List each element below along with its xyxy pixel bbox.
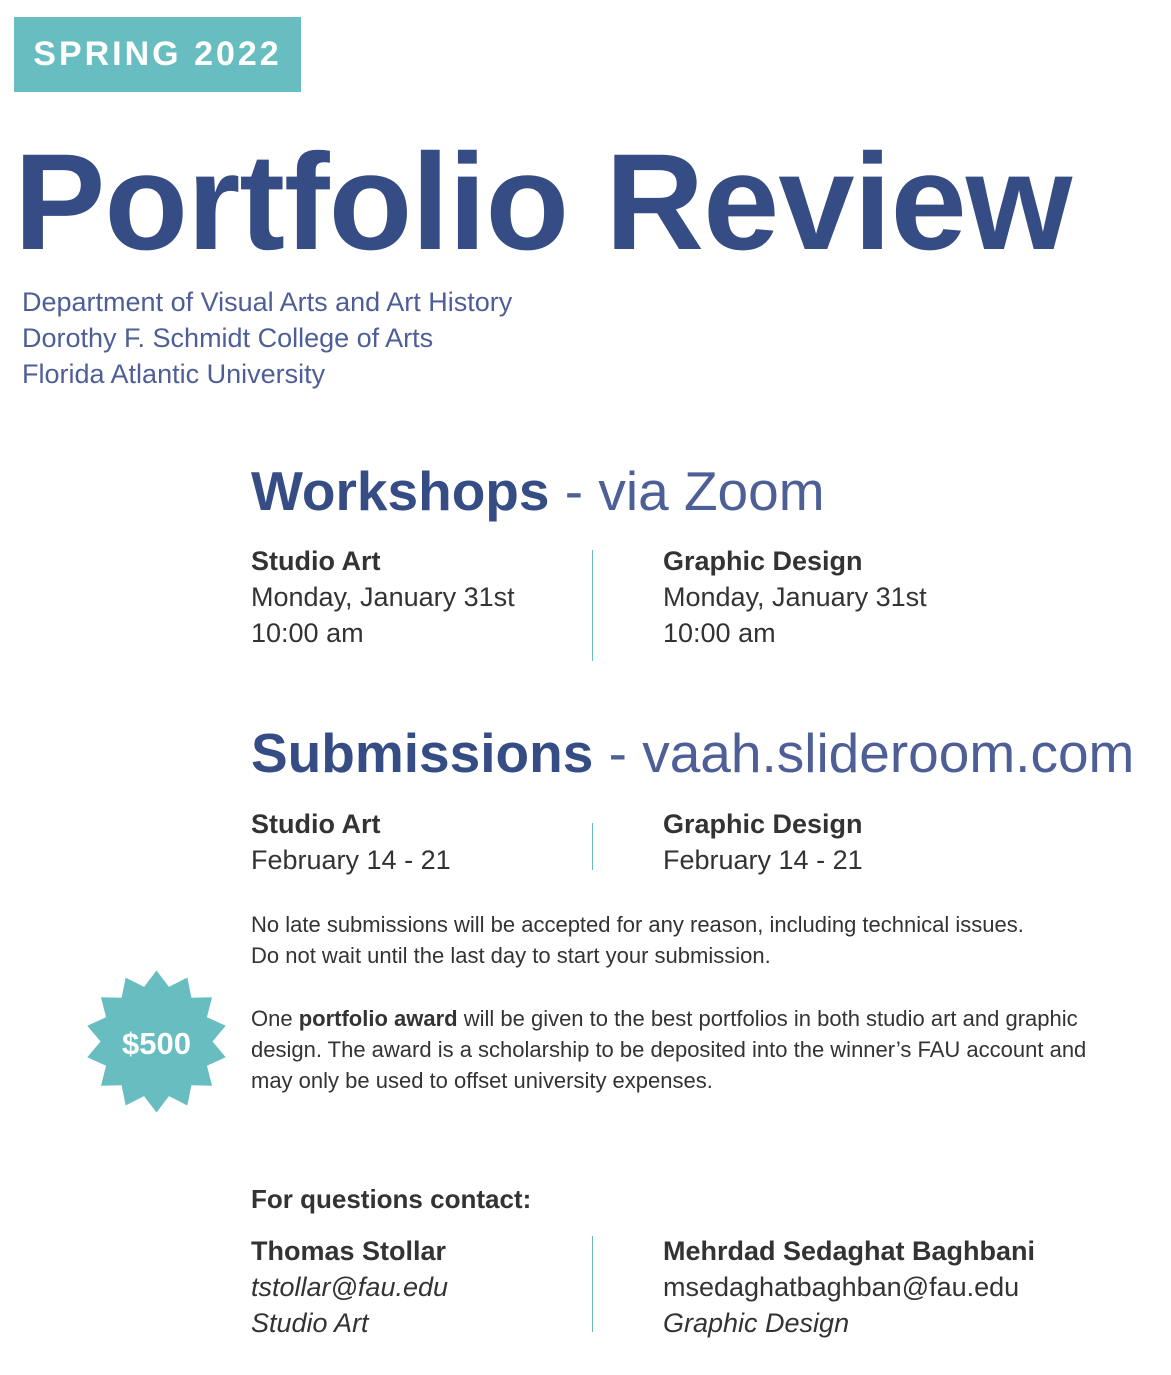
submission-graphic-design-dates: February 14 - 21 (663, 845, 863, 875)
workshop-studio-art (251, 543, 515, 651)
submission-studio-art-label: Studio Art (251, 809, 381, 839)
award-text-pre: One (251, 1006, 299, 1031)
contact-studio-art (251, 1233, 448, 1341)
org-line-college: Dorothy F. Schmidt College of Arts (22, 323, 434, 353)
contact-right-name: Mehrdad Sedaghat Baghbani (663, 1236, 1036, 1266)
contact-right-email[interactable]: msedaghatbaghban@fau.edu (663, 1272, 1020, 1302)
workshops-heading-strong: Workshops (251, 460, 550, 522)
season-badge-text: SPRING 2022 (33, 35, 282, 73)
submissions-heading (251, 722, 1134, 784)
workshops-divider (592, 550, 593, 661)
contact-heading: For questions contact: (251, 1184, 532, 1214)
workshops-heading-sub: - via Zoom (549, 460, 825, 522)
notice-line-2: Do not wait until the last day to start your submission. (251, 943, 771, 968)
award-amount: $500 (122, 1026, 191, 1061)
page-title: Portfolio Review (14, 126, 1072, 279)
notice-line-1: No late submissions will be accepted for any reason, including technical issues. (251, 912, 1024, 937)
contact-left-email[interactable]: tstollar@fau.edu (251, 1272, 449, 1302)
org-line-university: Florida Atlantic University (22, 359, 326, 389)
workshop-graphic-design-time: 10:00 am (663, 618, 776, 648)
submission-graphic-design (663, 806, 863, 878)
submission-studio-art (251, 806, 451, 878)
contact-left-dept: Studio Art (251, 1308, 369, 1338)
award-paragraph (251, 1003, 1126, 1096)
award-text-post: will be given to the best portfolios in both studio art and graphic design. The award is a scholarship to be deposited into the winner’s FAU account and may only be used to offset university expenses. (251, 1006, 1087, 1093)
season-badge (14, 17, 301, 92)
org-line-department: Department of Visual Arts and Art History (22, 287, 513, 317)
award-starburst-icon (84, 970, 229, 1113)
late-submission-notice (251, 909, 1121, 971)
workshop-studio-art-time: 10:00 am (251, 618, 364, 648)
contact-graphic-design (663, 1233, 1035, 1341)
submissions-heading-strong: Submissions (251, 722, 594, 784)
submissions-divider (592, 823, 593, 870)
submissions-heading-sub: - vaah.slideroom.com (593, 722, 1135, 784)
contact-right-dept: Graphic Design (663, 1308, 850, 1338)
workshop-studio-art-date: Monday, January 31st (251, 582, 515, 612)
submission-graphic-design-label: Graphic Design (663, 809, 863, 839)
organization-block (22, 284, 512, 392)
workshops-heading (251, 460, 825, 522)
contact-divider (592, 1236, 593, 1332)
workshop-graphic-design-label: Graphic Design (663, 546, 863, 576)
workshop-studio-art-label: Studio Art (251, 546, 381, 576)
workshop-graphic-design-date: Monday, January 31st (663, 582, 927, 612)
contact-left-name: Thomas Stollar (251, 1236, 447, 1266)
workshop-graphic-design (663, 543, 927, 651)
submission-studio-art-dates: February 14 - 21 (251, 845, 451, 875)
award-text-bold: portfolio award (298, 1006, 458, 1031)
